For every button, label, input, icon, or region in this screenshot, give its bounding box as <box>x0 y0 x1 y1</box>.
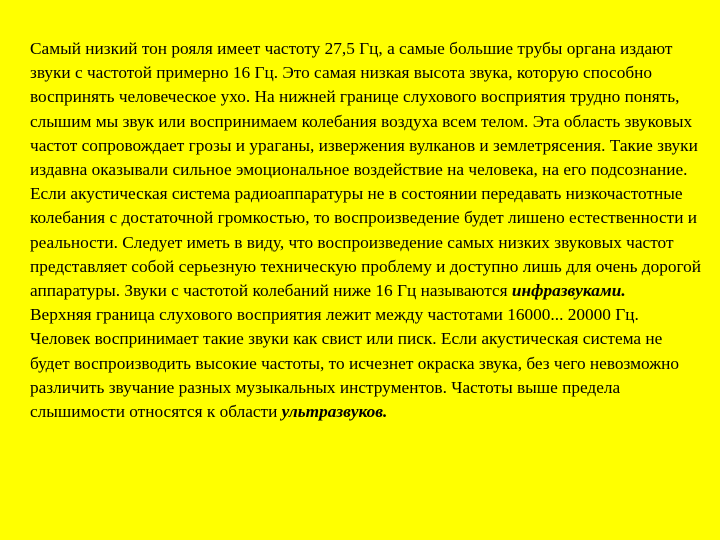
paragraph-ultrasound-text: Верхняя граница слухового восприятия лежит между частотами 16000... 20000 Гц. Человек воспринимает такие звуки как свист или писк. Если акустическая система не будет воспроизводить высокие частоты, то исчезнет окраска звука, без чего невозможно различить звучание разных музыкальных инструментов. Частоты выше предела слышимости относятся к области <box>30 305 680 422</box>
term-infrasound: инфразвуками. <box>511 281 626 301</box>
slide-text-body <box>30 37 702 424</box>
paragraph-ultrasound <box>30 303 702 424</box>
paragraph-infrasound-text: Самый низкий тон рояля имеет частоту 27,5 Гц, а самые большие трубы органа издают звуки с частотой примерно 16 Гц. Это самая низкая высота звука, которую способно воспринять человеческое ухо. На нижней границе слухового восприятия трудно понять, слышим мы звук или воспринимаем колебания воздуха всем телом. Эта область звуковых частот сопровождает грозы и ураганы, извержения вулканов и землетрясения. Такие звуки издавна оказывали сильное эмоциональное воздействие на человека, на его подсознание. Если акустическая система радиоаппаратуры не в состоянии передавать низкочастотные колебания с достаточной громкостью, то воспроизведение будет лишено естественности и реальности. Следует иметь в виду, что воспроизведение самых низких звуковых частот представляет собой серьезную техническую проблему и доступно лишь для очень дорогой аппаратуры. Звуки с частотой колебаний ниже 16 Гц называются <box>30 39 702 301</box>
paragraph-infrasound <box>30 37 702 303</box>
term-ultrasound: ультразвуков. <box>281 402 388 422</box>
